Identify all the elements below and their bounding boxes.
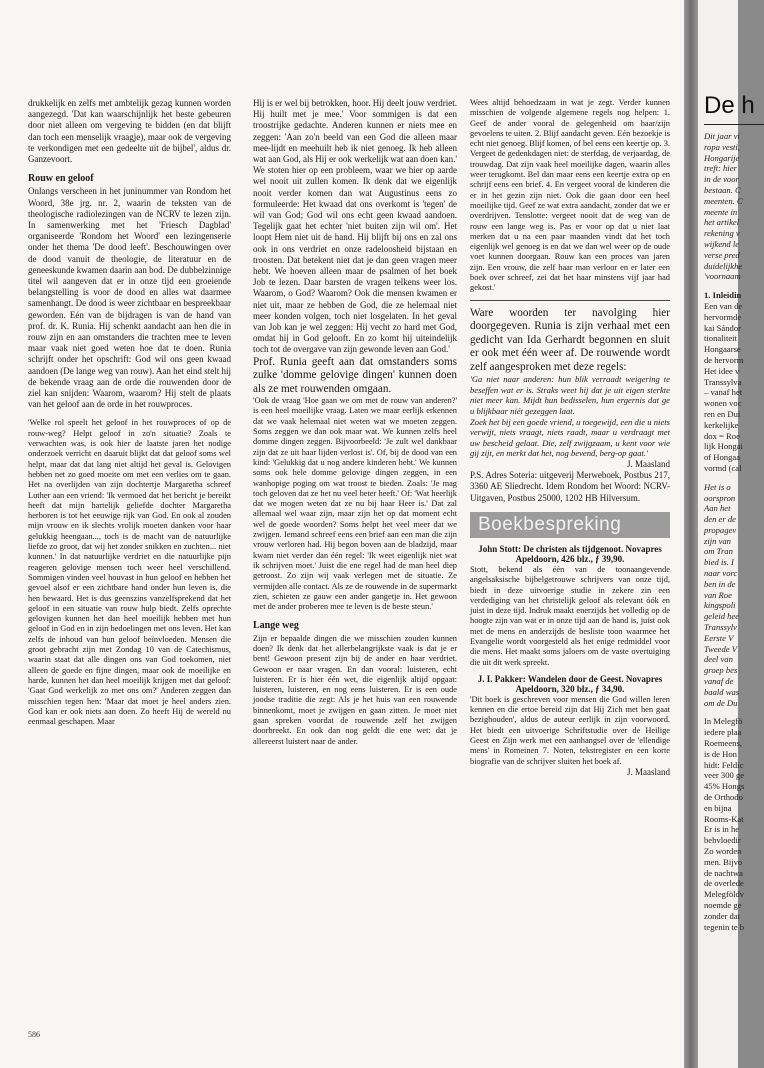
text-line: naar vorc — [704, 568, 738, 579]
reviewer-signature: J. Maasland — [627, 766, 670, 777]
section-heading-inleiding: 1. Inleidin — [704, 290, 742, 301]
text-line: vanaf de — [704, 676, 734, 687]
text-line: Dit jaar vi — [704, 131, 740, 141]
text-line: 45% Hongs — [704, 781, 745, 792]
text-line: noemde ge — [704, 899, 742, 910]
title-rule — [704, 124, 764, 125]
book-gutter — [684, 0, 698, 1068]
text-line: om Tran — [704, 546, 733, 557]
text-line: is de Hon — [704, 748, 737, 759]
text-line: Hongaarse — [704, 344, 741, 355]
poem-stanza-1: 'Ga niet naar anderen: hun blik verraadt weigering te beseffen wat er is. Straks weet hij dat je uit eigen sterkte niet meer kan. Mijdt hun bedisselen, hun ergernis dat ge u blijkbaar niét gezeggen laat. — [470, 374, 670, 416]
section-banner: Boekbespreking — [470, 512, 670, 538]
text-line: tionaliteit — [704, 333, 737, 344]
text-line: de hervorm — [704, 354, 744, 365]
text-line: van Roe — [704, 589, 732, 600]
text-line: – vanaf het — [704, 387, 743, 398]
text-line: Er is in he — [704, 824, 740, 835]
text-line: behvloedir — [704, 835, 741, 846]
text-line: de Orthodo — [704, 792, 743, 803]
text-line: kai Sándor — [704, 322, 741, 333]
text-line: 'voornaam — [704, 271, 741, 282]
text-line: den er de — [704, 514, 736, 525]
text-line: verse pred — [704, 249, 740, 260]
text-line: om de Du — [704, 697, 738, 708]
text-line: kerkelijke — [704, 419, 739, 430]
text-line: men. Bijvo — [704, 856, 743, 867]
text-line: en bijna — [704, 802, 732, 813]
article-body-2 — [704, 716, 745, 932]
text-line: duidelijkhe — [704, 260, 743, 271]
text-line: het artikel — [704, 217, 740, 228]
text-line: propagev — [704, 524, 737, 535]
text-line: geleid hee — [704, 611, 740, 622]
text-line: hervormde — [704, 311, 742, 322]
text-line: Aan het — [704, 503, 731, 514]
text-line: Transsylva — [704, 376, 742, 387]
article-body — [704, 300, 744, 474]
intro-paragraph: drukkelijk en zelfs met ambtelijk gezag kunnen worden aangezegd. 'Dat kan waarschijnlijk het beste gebeuren door niet alleen om vergeving te bidden (en dat blijft dan toch een menselijk vraagje), maar ook de vergeving te verkondigen met een gedeelte uit de bijbel', aldus dr. Ganzevoort. — [28, 98, 231, 165]
text-line: in de voor — [704, 174, 739, 185]
column-2 — [253, 98, 457, 747]
quote-paragraph-2: 'Ook de vraag 'Hoe gaan we om met de rouw van anderen?' is een heel moeilijke vraag. Laten we maar eerlijk erkennen dat we vaak helemaal niet weten wat we moeten zeggen. Soms zeggen we dan ook maar wat. We kunnen zelfs heel domme dingen zeggen. Bijvoorbeeld: 'Je zult wel dankbaar zijn dat ze uit haar lijden verlost is'. Of, bij de dood van een kind: 'Gelukkig dat u nog andere kinderen hebt.' We kunnen soms ook hele domme gelovige dingen zeggen, in een wanhopige poging om wat troost te bieden. Zoals: 'Je mag toch geloven dat ze het nu veel beter heeft.' Of: 'Wat heerlijk dat we mogen weten dat ze nu bij haar Heer is.' Dat zal allemaal wel waar zijn, maar zijn het op dat moment echt wel de goede woorden? Soms helpt het veel meer dat we zwijgen. Iemand schreef eens een brief aan een man die zijn vrouw verloren had. Hij begon boven aan de bladzijd, maar kwam niet verder dan één regel: 'Ik weet eigenlijk niet wat ik schrijven moet.' Juist die ene regel had de man heel diep getroost. Zo zijn wij vaak verlegen met de situatie. Ze vermijden alle contact. Als ze de rouwende in de supermarkt zien, schieten ze gauw een ander gangetje in. Het gewoon met de ander proberen mee te leven is de beste steun.' — [253, 396, 457, 612]
text-line: Eerste V — [704, 632, 734, 643]
text-line: Zo worden — [704, 846, 742, 856]
text-line: groep bes — [704, 665, 738, 676]
right-page — [698, 0, 755, 1068]
text-line: Transsylv — [704, 622, 737, 633]
poem-stanza-2: Zoek het bij een goede vriend, u toegewijd, een die u niets verwijt, niets vraagt, niets raadt, maar u verdraagt met uw bescheid gelaat. Die, zelf zwijgzaam, u kent voor wie gij zijt, en merkt dat het, nog bevend, berg-op gaat.' — [470, 416, 670, 459]
text-line: Roemeens, — [704, 738, 742, 749]
text-line: rekening v — [704, 228, 740, 239]
text-line: treft: hier — [704, 163, 737, 174]
text-line: iedere plaa — [704, 727, 742, 738]
text-line: hidt: Feldic — [704, 759, 744, 770]
body-paragraph-2: Hij is er wel bij betrokken, hoor. Hij deelt jouw verdriet. Hij huilt met je mee.' Voor sommigen is dat een troostrijke gedachte. Anderen kunnen er niets mee en zeggen: 'Aan zo'n beeld van een God die alleen maar mee-lijdt en meehuilt heb ik niet genoeg. Ik heb alleen wat aan God, als Hij er ook werkelijk wat aan doen kan.' We stoten hier op een probleem, waar we hier op aarde wel nooit uit zullen komen. Ik denk dat we eigenlijk nooit verder komen dan wat Augustinus eens zo formuleerde: Het kwaad dat ons overkomt is 'tegen' de wil van God; God wil ons echt geen kwaad aandoen. Tegelijk gaat het echter 'niet buiten zijn wil om'. Het loopt Hem niet uit de hand. Hij blijft bij ons en zal ons ook in ons verdriet en onze radeloosheid bijstaan en troosten. Dat betekent niet dat je dan geen vragen meer hebt. We hoeven alleen maar de psalmen of het boek Job te lezen. Daar barsten de vragen telkens weer los. Waarom, o God? Waarom? Ook die mensen kwamen er niet uit, maar ze hebben de God, die ze helemaal niet meer konden volgen, toch niet losgelaten. In het geval van Job kan je wel zeggen: Hij vecht zo hard met God, omdat hij in God gelooft. En zo komt hij uiteindelijk toch tot de overgave van zijn gewonde leven aan God.' — [253, 98, 457, 355]
text-line: dox = Roe — [704, 430, 740, 441]
book-title-2: J. I. Pakker: Wandelen door de Geest. Novapres Apeldoorn, 320 blz., ƒ 34,90. — [477, 673, 663, 695]
text-line: zijn van — [704, 535, 731, 546]
postscript: P.S. Adres Soteria: uitgeverij Merweboek, Postbus 217, 3360 AE Sliedrecht. Idem Rondom het Woord: NCRV-Uitgaven, Postbus 25000, 1202 HB Hilversum. — [470, 470, 670, 503]
text-line: Hongarije — [704, 152, 740, 163]
text-line: bestaan. C — [704, 184, 741, 195]
body-paragraph-3: Zijn er bepaalde dingen die we misschien zouden kunnen doen? Ik denk dat het allerbelangrijkste vaak is dat je er bent! Gewoon present zijn bij de ander en haar verdriet. Gewoon er naar vragen. En dan vooral: luisteren, echt luisteren. Er is hier één wet, die eigenlijk altijd opgaat: luisteren, luisteren, en nog eens luisteren. Er is een oude joodse traditie die zegt: Als je het huis van een rouwende binnenkomt, moet je zwijgen en gaan zitten. Je moet niet gaan spreken voordat de rouwende zelf het zwijgen doorbreekt. En ook dan nog geldt die ene wet: dat je allereerst luistert naar de ander. — [253, 633, 457, 746]
section-heading-lange-weg: Lange weg — [253, 620, 299, 632]
text-line: de nachtwa — [704, 867, 743, 878]
article-intro — [704, 131, 743, 282]
rules-paragraph: Wees altijd behoedzaam in wat je zegt. Verder kunnen misschien de volgende algemene regels nog helpen: 1. Geef de ander vooral de gelegenheid om haar/zijn gevoelens te uiten. 2. Blijf aandacht geven. Eén bezoekje is echt niet genoeg. Blijf komen, of bel eens een keertje op. 3. Vergeet de gedenkdagen niet: de sterfdag, de verjaardag, de trouwdag. Dat zijn vaak heel moeilijke dagen, waarin alles weer terugkomt. Bel dan maar eens een keertje extra op en schrijf eens een brief. 4. En vergeet vooral de kinderen die er in het gezin zijn niet. Ook die gaan door een heel moeilijke tijd. Geef ze wat extra aandacht, zonder dat we er overdrijven. Tenslotte: vergeet nooit dat de weg van de rouw een lange weg is. Pas er voor op dat u niet laat merken dat u na een paar maanden vindt dat het toch eigenlijk wel genoeg is en dat we dan wel weer op de oude voet kunnen doorgaan. Rouw kan een proces van jaren zijn. Een vrouw, die zelf haar man verloor en er later een boek over schreef, zei dat het haar minstens vijf jaar had gekost.' — [470, 98, 670, 293]
text-line: tegenin te b — [704, 921, 745, 932]
text-line: oorspron — [704, 492, 736, 503]
column-1 — [28, 98, 231, 727]
text-line: ren en Dui — [704, 408, 741, 419]
lead-paragraph-2: Ware woorden ter navolging hier doorgegeven. Runia is zijn verhaal met een gedicht van Ida Gerhardt begonnen en sluit er ook met één weer af. De rouwende wordt zelf aangesproken met deze regels: — [470, 306, 670, 373]
quote-paragraph: 'Welke rol speelt het geloof in het rouwproces of op de rouw-weg? Helpt geloof in zo'n situatie? Zoals te verwachten was, is ook hier de laatste jaren het nodige onderzoek verricht en daaruit blijkt dat dat geloof soms wel helpt, maar dat dat lang niet altijd het geval is. Gelovigen hebben net zo goed moeite om met een verlies om te gaan. Het na overlijden van zijn dochtertje Margaretha schreef Luther aan een vriend: 'Ik vermoed dat het bericht je bereikt heeft dat mijn hartelijk geliefde dochter Margaretha herboren is tot het eeuwige rijk van God. En ook al zouden mijn vrouw en ik slechts vrolijk moeten danken voor haar gelukkig heengaan..., toch is de macht van de natuurlijke liefde zo groot, dat wij het zonder snikken en zuchten... niet kunnen.' In dat natuurlijke verdriet en die natuurlijke pijn reageren gelovige mensen toch weer heel verschillend. Sommigen vinden veel houvast in hun geloof en hebben het gevoel alsof er een zichtbare hand onder hun leven is, die hen bewaard. Het is dus geenszins vanzelfsprekend dat het geloof in een situatie van rouw hulp biedt. Zelfs oprechte gelovigen kunnen het dan heel moeilijk hebben met hun geloof in God en in zijn bedoelingen met ons leven. Het kan zelfs de inhoud van hun geloof beïnvloeden. Mensen die groot gebracht zijn met Zondag 10 van de Catechismus, waarin staat dat alle dingen ons van God toekomen, niet alleen de goede en fijne dingen, maar ook de moeilijke en harde, kunnen het dan heel moeilijk krijgen met dat geloof: 'Gaat God werkelijk zo met ons om?' Anderen zeggen dan misschien tegen hen: 'Maar dat moet je heel anders zien. God kan er ook niets aan doen. Zo heeft Hij de wereld nu eenmaal geschapen. Maar — [28, 418, 231, 727]
book-review-2: 'Dit boek is geschreven voor mensen die God willen leren kennen en die ertoe bereid zijn dat Hij Zich met hen gaat bezighouden', aldus de auteur eerlijk in zijn voorwoord. Het biedt een uitvoerige Schriftstudie over de Heilige Geest en Zijn werk met een aanhangsel over de 'ellendige mens' in Romeinen 7. Noten, tekstregister en een korte biografie van de schrijver sluiten het boek af. — [470, 694, 670, 766]
author-signature: J. Maasland — [627, 458, 670, 469]
book-title-1: John Stott: De christen als tijdgenoot. Novapres Apeldoorn, 426 blz., ƒ 39,90. — [478, 543, 662, 565]
text-line: meenten. C — [704, 195, 743, 206]
text-line: ben in de — [704, 578, 736, 589]
text-line: wonen voc — [704, 398, 742, 409]
text-line: Een van de — [704, 300, 743, 311]
text-line: de overlede — [704, 878, 744, 889]
section-heading-rouw: Rouw en geloof — [28, 173, 94, 185]
text-line: veer 300 ge — [704, 770, 745, 781]
column-3 — [470, 98, 670, 778]
text-line: meente in — [704, 206, 738, 217]
text-line: lijk Hongai — [704, 441, 743, 452]
text-line: Het is o — [704, 481, 731, 492]
text-line: of Hongaa — [704, 452, 741, 463]
article-quote — [704, 482, 738, 709]
page-number: 586 — [28, 1030, 40, 1039]
lead-paragraph: Prof. Runia geeft aan dat omstanders soms zulke 'domme gelovige dingen' kunnen doen als ze met rouwenden omgaan. — [253, 355, 457, 395]
text-line: kingspoli — [704, 600, 736, 611]
text-line: Rooms-Kat — [704, 813, 744, 824]
text-line: bied is. I — [704, 557, 734, 568]
divider — [470, 300, 670, 301]
text-line: wijkend le — [704, 238, 740, 249]
text-line: ropa vesti, — [704, 141, 740, 152]
article-title: De h — [704, 92, 755, 119]
text-line: baald was — [704, 686, 740, 697]
text-line: Het idee v — [704, 365, 740, 376]
text-line: zonder dat — [704, 910, 741, 921]
body-paragraph: Onlangs verscheen in het juninummer van Rondom het Woord, 38e jrg. nr. 2, waarin de teksten van de theologische radiolezingen van de NCRV te lezen zijn. In samenwerking met het 'Friesch Dagblad' organiseerde 'Rondom het Woord' een lezingenserie onder het thema 'De dood leeft'. Beschouwingen over de dood vanuit de theologie, de literatuur en de geneeskunde kwamen daarin aan bod. De dubbelzinnige titel wil aangeven dat er in onze tijd een groeiende belangstelling is voor de dood en alles wat daarmee samenhangt. De dood is weer zichtbaar en bespreekbaar geworden. Eén van de bijdragen is van de hand van prof. dr. K. Runia. Hij schenkt aandacht aan hen die in rouw zijn en aan omstanders die trachten mee te leven maar vaak niet goed weten hoe dat te doen. Runia schrijft onder het opschrift: God wil ons geen kwaad aandoen (De lange weg van rouw). Aan het eind stelt hij de bekende vraag aan de orde die rouwenden door de ziel kan snijden: Waarom, waarom? Hij stelt de plaats van het geloof aan de orde in het rouwproces. — [28, 186, 231, 410]
text-line: Melegföldv — [704, 889, 745, 900]
text-line: vormd (cal — [704, 462, 742, 473]
book-review-1: Stott, bekend als één van de toonaangevende angelsaksische bijbelgetrouwe schrijvers van onze tijd, biedt in deze uitvoerige studie in zekere zin een verdediging van het christelijk geloof als relevant óók en juist in deze tijd. Indruk maakt enerzijds het volledig op de hoogte zijn van wat er in onze tijd aan de hand is, juist ook met de mens en anderzijds de besliste toon waarmee het Evangelie wordt voorgesteld als het enige redmiddel voor die mens. Het maakt soms jaloers om de vaste overtuiging die uit dit werk spreekt. — [470, 564, 670, 667]
text-line: In Melegfö — [704, 716, 743, 727]
text-line: Tweede V — [704, 643, 738, 654]
text-line: deel van — [704, 654, 733, 665]
